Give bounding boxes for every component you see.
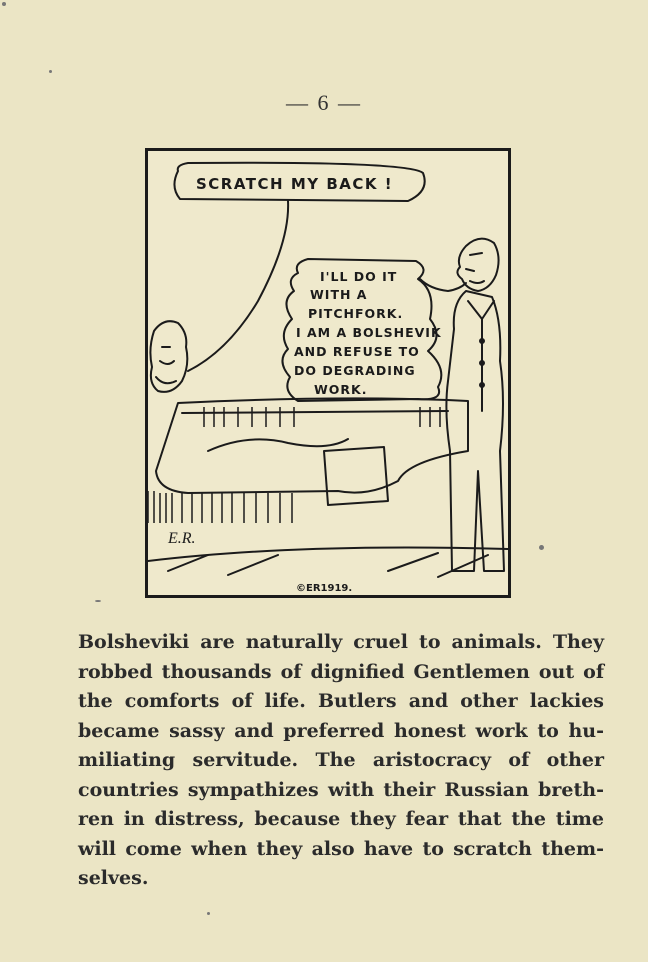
towel xyxy=(324,447,388,505)
copyright-mark: ©ER1919. xyxy=(296,583,353,594)
paper-speck xyxy=(539,545,544,550)
page-number: — 6 — xyxy=(286,90,362,115)
speech-middle-line: I'LL DO IT xyxy=(320,269,398,284)
caption-line: the comforts of life. Butlers and other lackies xyxy=(78,690,604,712)
floor-line xyxy=(148,548,508,562)
speech-middle-line: WORK. xyxy=(314,382,368,397)
paper-speck xyxy=(207,912,210,915)
speech-bubble-top-tail xyxy=(188,201,288,371)
paper-speck xyxy=(95,600,101,602)
caption-line: countries sympathizes with their Russian breth- xyxy=(78,778,604,801)
cartoon-drawing xyxy=(148,151,508,595)
caption-line: will come when they also have to scratch them- xyxy=(78,837,604,860)
caption-line: miliating servitude. The aristocracy of other xyxy=(78,749,604,771)
speech-top-text: SCRATCH MY BACK ! xyxy=(196,175,394,193)
speech-middle-line: WITH A xyxy=(310,287,368,302)
speech-middle-line: PITCHFORK. xyxy=(308,306,404,321)
caption-line: ren in distress, because they fear that the time xyxy=(78,808,604,830)
cartoon-illustration xyxy=(145,148,511,598)
paper-speck xyxy=(2,2,6,6)
speech-middle-line: AND REFUSE TO xyxy=(294,344,420,359)
caption-line: robbed thousands of dignified Gentlemen out of xyxy=(78,660,604,683)
caption-paragraph xyxy=(78,628,604,894)
speech-middle-line: DO DEGRADING xyxy=(294,363,416,378)
paper-speck xyxy=(49,70,52,73)
caption-line: selves. xyxy=(78,867,149,889)
caption-line: became sassy and preferred honest work to hu- xyxy=(78,719,604,742)
speech-middle-line: I AM A BOLSHEVIK xyxy=(296,325,442,340)
butler-body xyxy=(446,291,504,571)
artist-signature: E.R. xyxy=(168,530,196,547)
reclining-man-head xyxy=(150,321,187,392)
speech-middle-text xyxy=(294,269,442,397)
caption-line: Bolsheviki are naturally cruel to animals. They xyxy=(78,631,604,653)
